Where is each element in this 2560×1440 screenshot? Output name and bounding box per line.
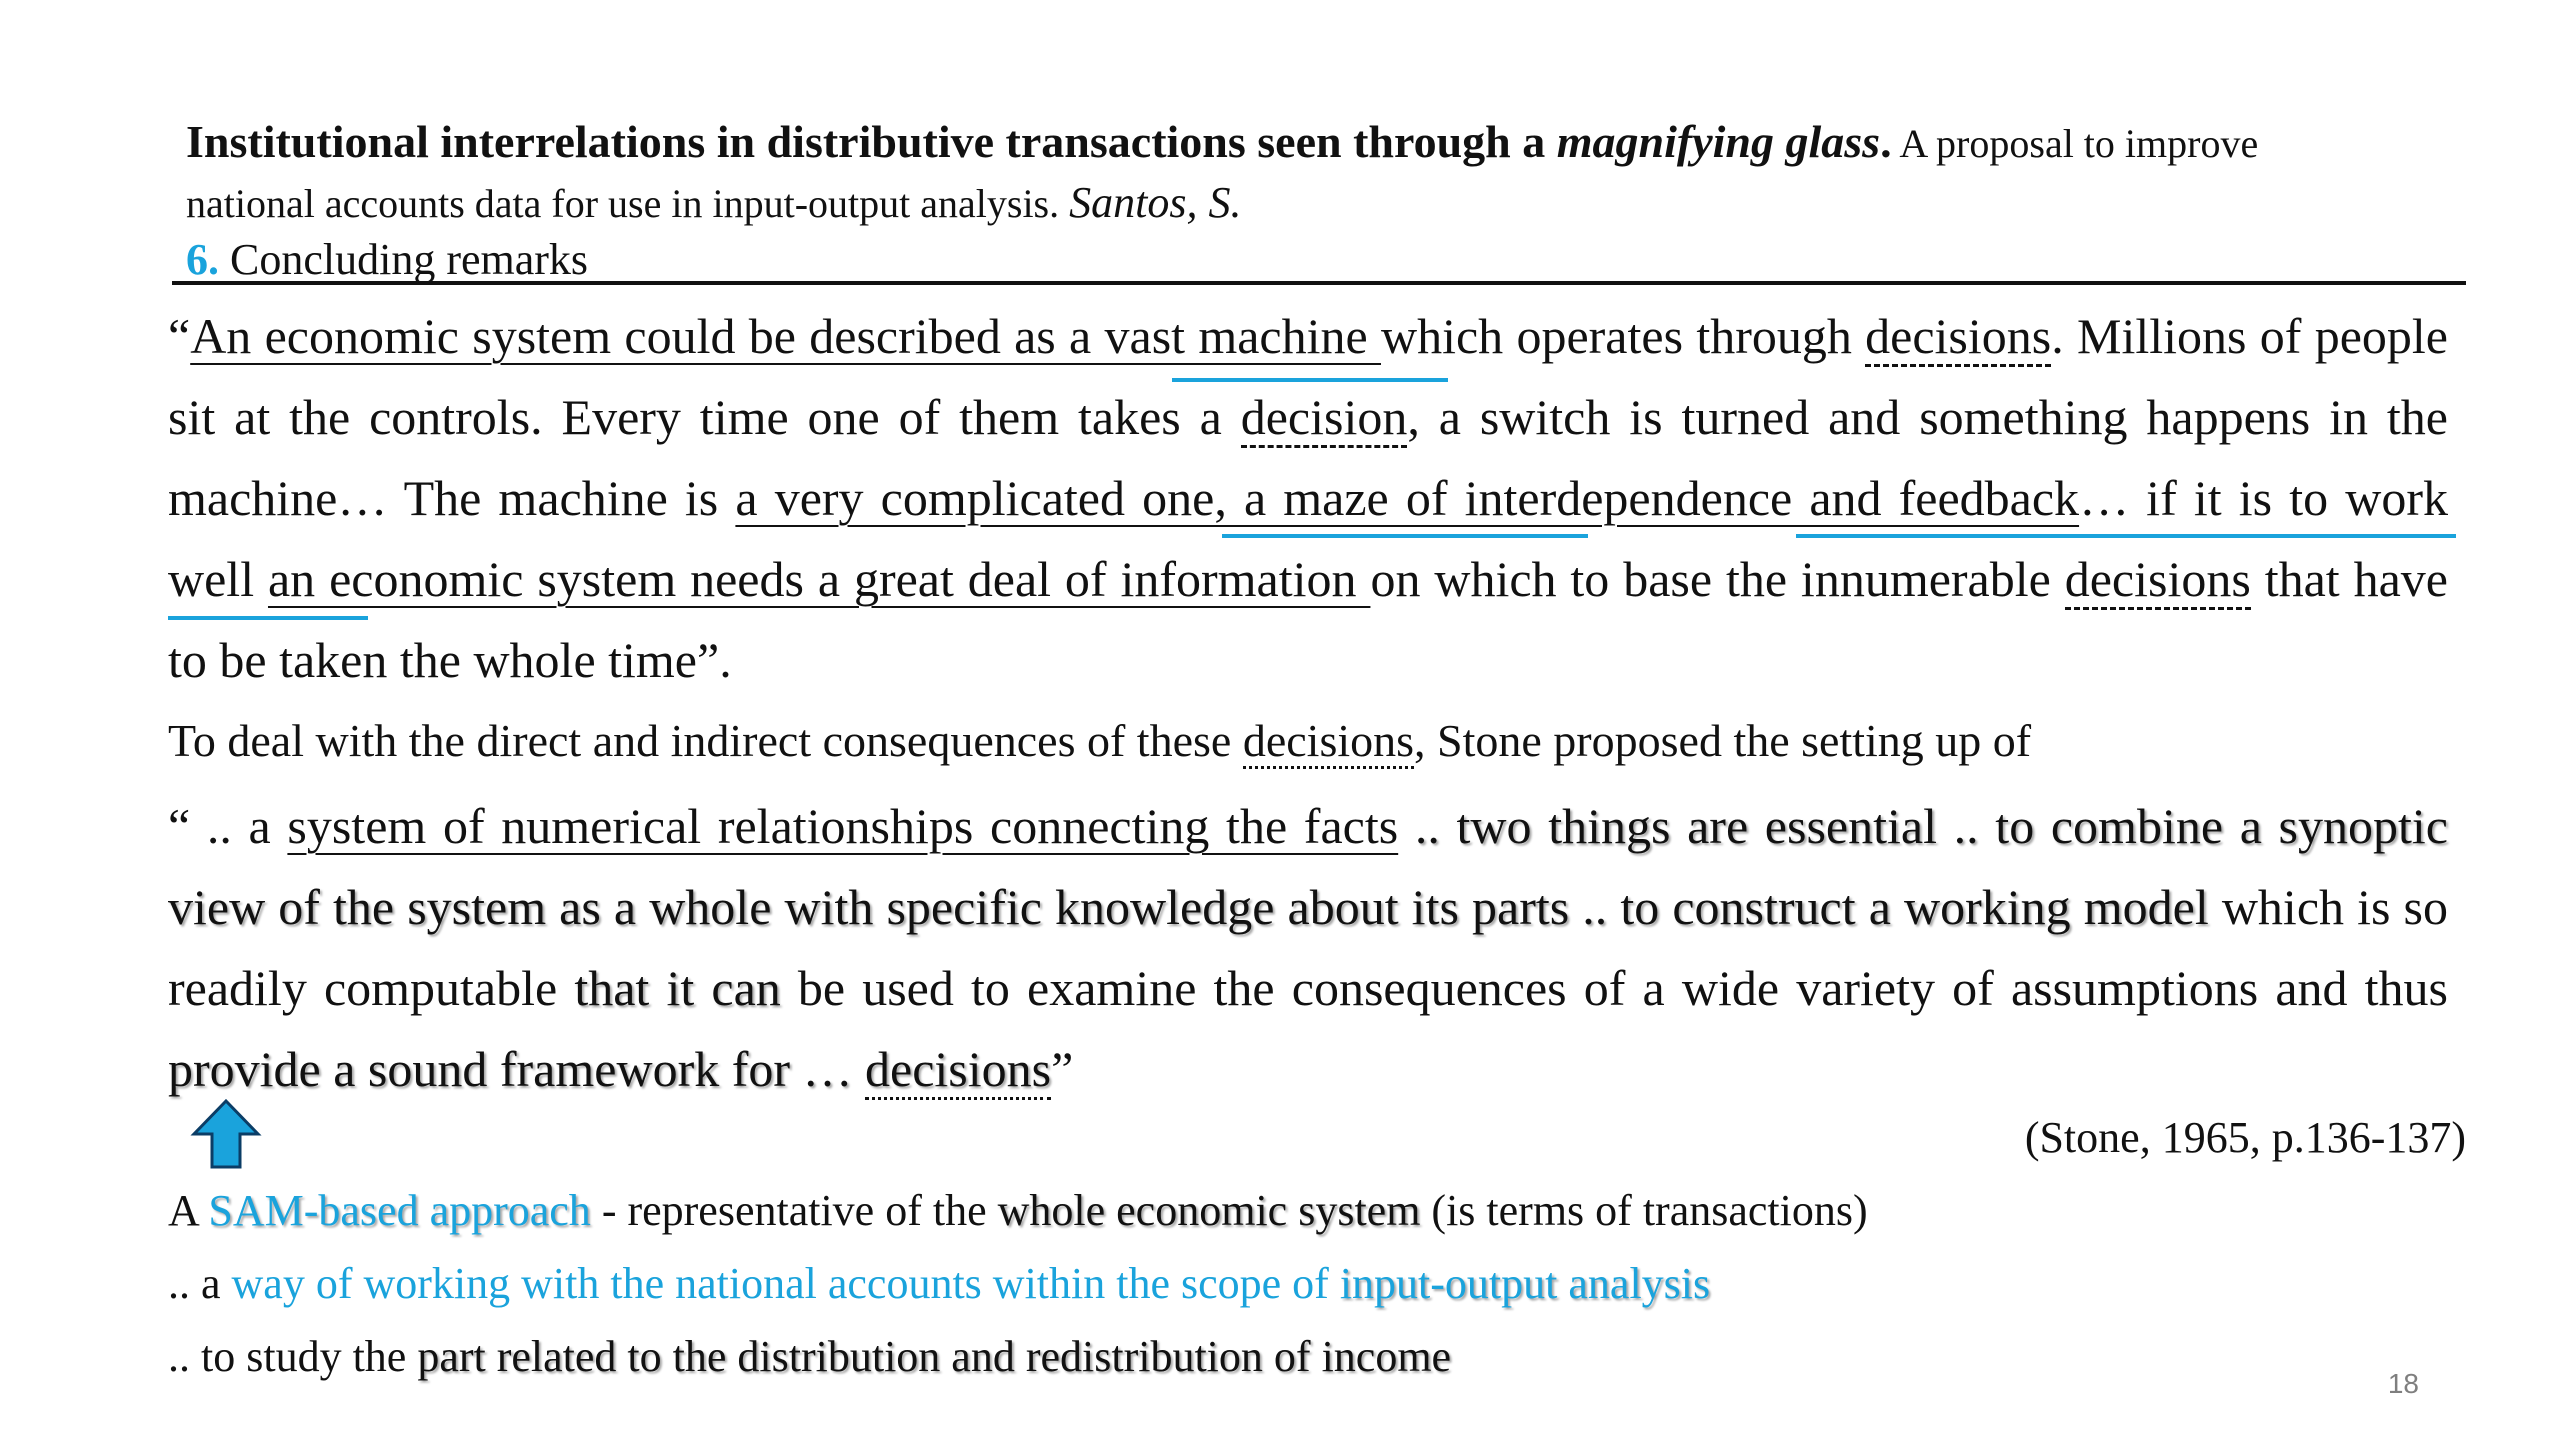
underlined-phrase: a very complicated one, a maze of interdependence and feedback bbox=[735, 470, 2080, 526]
page-number: 18 bbox=[2387, 1368, 2419, 1399]
point-sam-approach: A SAM-based approach - representative of the whole economic system (is terms of transactions) bbox=[168, 1186, 1868, 1235]
stone-quote-1: “An economic system could be described as a vast machine which operates through decisions. Millions of people sit at the controls. Every time one of them takes a decision, a switch is turned and something happens in the machine… The machine is a very complicated one, a maze of interdependence and feedback… if it is to work well an economic system needs a great deal of information on which to base the innumerable decisions that have to be taken the whole time”. bbox=[168, 308, 2448, 688]
section-heading bbox=[186, 233, 2466, 287]
highlight-mark-complicated bbox=[1222, 534, 1588, 538]
dashed-keyword: decisions bbox=[1865, 308, 2051, 367]
dashed-keyword: decision bbox=[1241, 389, 1408, 448]
citation: (Stone, 1965, p.136-137) bbox=[2024, 1113, 2466, 1162]
point-income-distribution: .. to study the part related to the distribution and redistribution of income bbox=[168, 1332, 1452, 1381]
stone-quote-2: “ .. a system of numerical relationships connecting the facts .. two things are essential .. to combine a synoptic view of the system as a whole with specific knowledge about its parts .. to construct a working model which is so readily computable that it can be used to examine the consequences of a wide variety of assumptions and thus provide a sound framework for … decisions” bbox=[168, 786, 2448, 1110]
header-line-2 bbox=[186, 174, 2466, 233]
shadowed-text: that it can bbox=[574, 960, 781, 1016]
dashed-keyword: decisions bbox=[2065, 551, 2251, 610]
up-arrow-icon bbox=[190, 1098, 262, 1170]
shadowed-text: .. two things are essential .. to combine a synoptic view of the system as a whole with specific knowledge about its parts .. to construct a working model bbox=[168, 798, 2448, 935]
underlined-phrase: An economic system could be described as a vast machine bbox=[190, 308, 1381, 364]
header-divider bbox=[172, 281, 2466, 285]
stone-proposal-text: To deal with the direct and indirect consequences of these decisions, Stone proposed the setting up of bbox=[168, 711, 2448, 771]
underlined-phrase: an economic system needs a great deal of information bbox=[267, 551, 1371, 607]
paper-title: Institutional interrelations in distributive transactions seen through a magnifying glass. bbox=[186, 116, 1892, 167]
dotted-keyword: decisions bbox=[1243, 715, 1414, 769]
paper-author: Santos, S. bbox=[1069, 178, 1242, 227]
dotted-keyword: decisions bbox=[865, 1041, 1051, 1100]
input-output-label: input-output analysis bbox=[1339, 1259, 1711, 1308]
highlight-mark-maze bbox=[1796, 534, 2456, 538]
highlight-mark-feedback bbox=[168, 616, 368, 620]
slide-header bbox=[186, 112, 2466, 287]
highlight-mark-machine bbox=[1172, 378, 1448, 382]
shadowed-text: provide a sound framework for … bbox=[168, 1041, 866, 1097]
section-title: Concluding remarks bbox=[219, 235, 589, 284]
header-line-1 bbox=[186, 112, 2466, 174]
point-national-accounts: .. a way of working with the national accounts within the scope of input-output analysis bbox=[168, 1259, 1711, 1308]
underlined-phrase: system of numerical relationships connecting the facts bbox=[287, 798, 1399, 854]
section-number: 6. bbox=[186, 235, 219, 284]
sam-approach-label: SAM-based approach bbox=[208, 1186, 591, 1235]
paper-subtitle: A proposal to improve bbox=[1891, 121, 2259, 166]
paper-subtitle-cont: national accounts data for use in input-output analysis. bbox=[186, 181, 1070, 226]
